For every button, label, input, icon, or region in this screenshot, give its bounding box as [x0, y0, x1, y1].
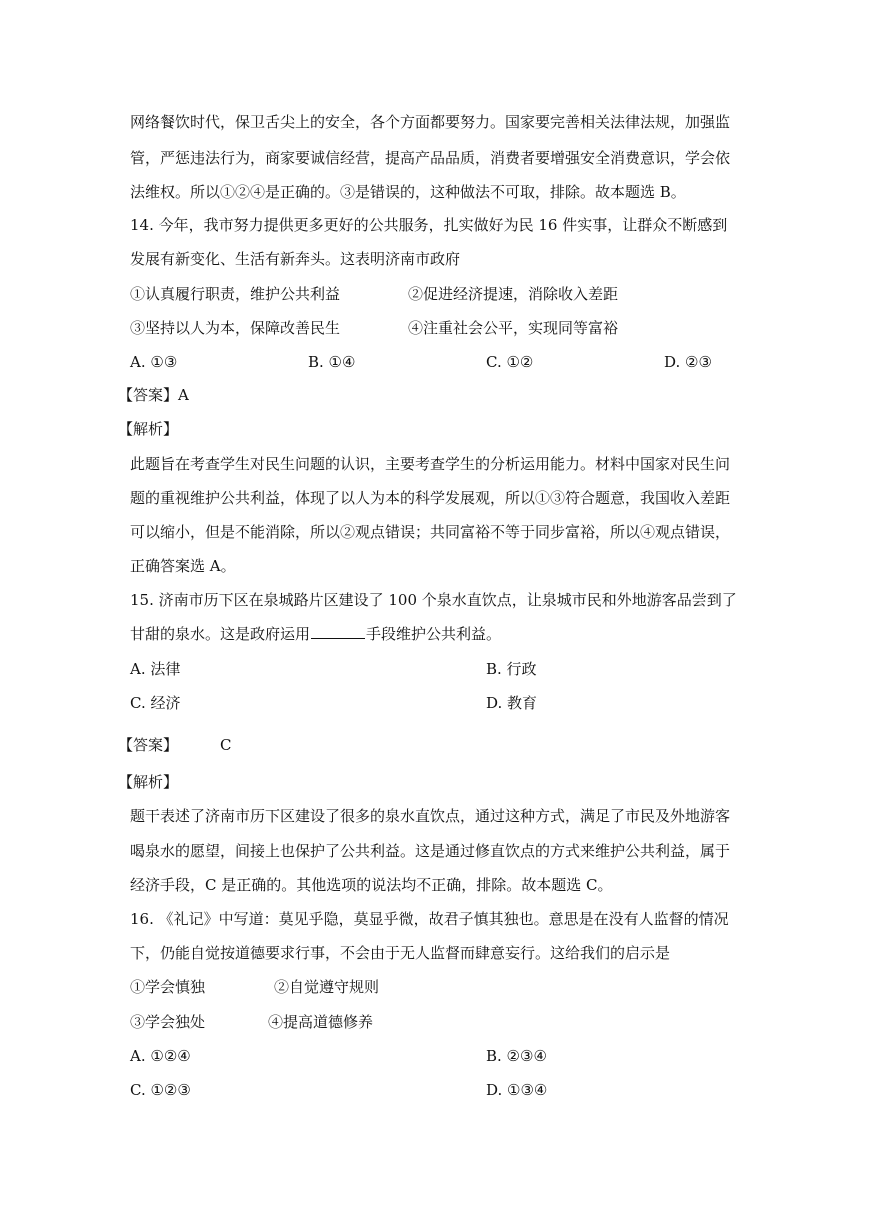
q14-option-3: ③坚持以人为本，保障改善民生: [130, 319, 341, 337]
q16-option-4: ④提高道德修养: [268, 1013, 374, 1031]
q14-choice-d: D. ②③: [664, 353, 712, 371]
q16-option-1: ①学会慎独: [130, 978, 206, 996]
q14-option-2: ②促进经济提速，消除收入差距: [408, 285, 619, 303]
q14-analysis-label: 【解析】: [118, 420, 179, 438]
q14-choice-b: B. ①④: [308, 353, 356, 371]
q15-analysis-line-1: 题干表述了济南市历下区建设了很多的泉水直饮点，通过这种方式，满足了市民及外地游客: [130, 807, 731, 825]
q15-answer-value: C: [220, 736, 232, 754]
q15-analysis-line-2: 喝泉水的愿望，间接上也保护了公共利益。这是通过修直饮点的方式来维护公共利益，属于: [130, 842, 731, 860]
q15-stem-line-1: 15. 济南市历下区在泉城路片区建设了 100 个泉水直饮点，让泉城市民和外地游客品尝到了: [130, 591, 737, 609]
q14-stem-line-1: 14. 今年，我市努力提供更多更好的公共服务，扎实做好为民 16 件实事，让群众不断感到: [130, 216, 728, 234]
q16-option-3: ③学会独处: [130, 1013, 206, 1031]
q15-stem-part-a: 甘甜的泉水。这是政府运用: [130, 625, 311, 643]
q16-choice-c: C. ①②③: [130, 1081, 191, 1099]
q16-choice-b: B. ②③④: [486, 1047, 547, 1065]
q14-analysis-line-3: 可以缩小，但是不能消除，所以②观点错误；共同富裕不等于同步富裕，所以④观点错误，: [130, 523, 731, 541]
q15-choice-c: C. 经济: [130, 694, 181, 712]
q16-stem-line-1: 16. 《礼记》中写道：莫见乎隐，莫显乎微，故君子慎其独也。意思是在没有人监督的情况: [130, 910, 729, 928]
q13-explanation-line-3: 法维权。所以①②④是正确的。③是错误的，这种做法不可取，排除。故本题选 B。: [130, 183, 686, 201]
q14-option-4: ④注重社会公平，实现同等富裕: [408, 319, 619, 337]
q14-analysis-line-2: 题的重视维护公共利益，体现了以人为本的科学发展观，所以①③符合题意，我国收入差距: [130, 489, 731, 507]
q15-analysis-line-3: 经济手段，C 是正确的。其他选项的说法均不正确，排除。故本题选 C。: [130, 876, 613, 894]
q14-analysis-line-1: 此题旨在考查学生对民生问题的认识，主要考查学生的分析运用能力。材料中国家对民生问: [130, 455, 731, 473]
q16-choice-a: A. ①②④: [130, 1047, 191, 1065]
q13-explanation-line-1: 网络餐饮时代，保卫舌尖上的安全，各个方面都要努力。国家要完善相关法律法规，加强监: [130, 113, 731, 131]
q13-explanation-line-2: 管，严惩违法行为，商家要诚信经营，提高产品品质，消费者要增强安全消费意识，学会依: [130, 149, 731, 167]
q16-choice-d: D. ①③④: [486, 1081, 548, 1099]
answer-blank: [311, 624, 365, 639]
q15-analysis-label: 【解析】: [118, 773, 179, 791]
q14-choice-c: C. ①②: [486, 353, 534, 371]
q14-stem-line-2: 发展有新变化、生活有新奔头。这表明济南市政府: [130, 250, 461, 268]
q14-choice-a: A. ①③: [130, 353, 178, 371]
q16-stem-line-2: 下，仍能自觉按道德要求行事，不会由于无人监督而肆意妄行。这给我们的启示是: [130, 944, 671, 962]
q15-choice-b: B. 行政: [486, 660, 537, 678]
q14-answer: 【答案】A: [118, 386, 189, 404]
q16-option-2: ②自觉遵守规则: [274, 978, 380, 996]
q15-answer-label: 【答案】: [118, 736, 179, 754]
q15-choice-d: D. 教育: [486, 694, 538, 712]
q15-stem-part-b: 手段维护公共利益。: [366, 625, 502, 643]
q14-analysis-line-4: 正确答案选 A。: [130, 557, 236, 575]
q15-stem-line-2: [130, 624, 501, 644]
q15-choice-a: A. 法律: [130, 660, 181, 678]
q14-option-1: ①认真履行职责，维护公共利益: [130, 285, 341, 303]
